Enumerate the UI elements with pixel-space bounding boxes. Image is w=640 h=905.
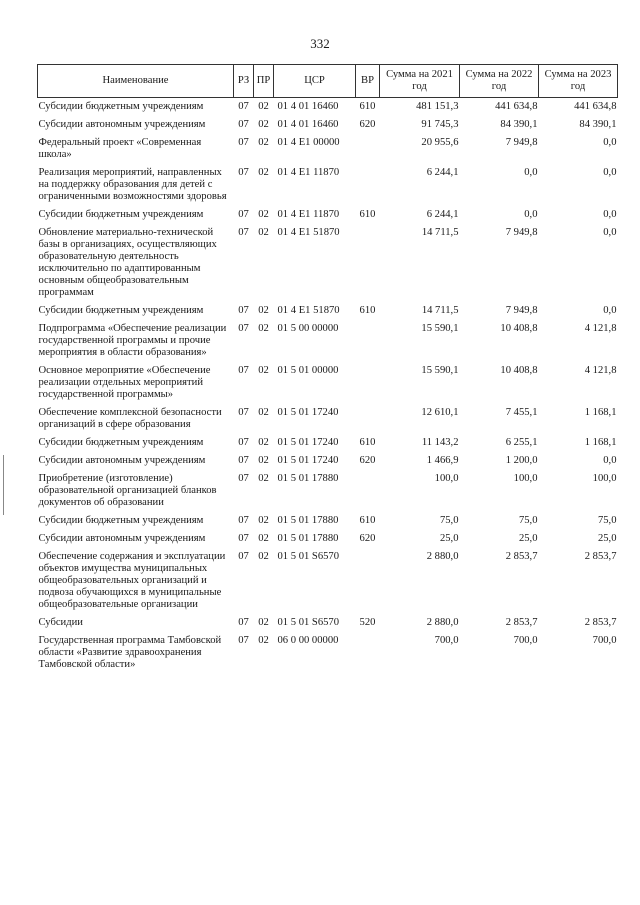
row-vr xyxy=(356,362,380,404)
row-csr: 01 5 01 17880 xyxy=(277,473,339,484)
row-sum-2021: 12 610,1 xyxy=(421,407,459,418)
row-vr: 520 xyxy=(359,617,376,628)
row-csr: 01 4 01 16460 xyxy=(277,119,339,130)
row-rz: 07 xyxy=(238,533,249,544)
row-name: Обеспечение содержания и эксплуатации объектов имущества муниципальных общеобразовательных организаций и подвоза обучающихся в муниципальные общеобразовательные организации xyxy=(38,551,226,610)
row-sum-2022: 441 634,8 xyxy=(495,101,538,112)
row-sum-2022: 25,0 xyxy=(518,533,538,544)
table-row xyxy=(38,164,618,206)
row-rz: 07 xyxy=(238,617,249,628)
row-sum-2021: 6 244,1 xyxy=(426,209,459,220)
row-sum-2023: 100,0 xyxy=(592,473,617,484)
table-row xyxy=(38,224,618,302)
row-name: Субсидии бюджетным учреждениям xyxy=(38,437,204,448)
row-csr: 01 5 01 17880 xyxy=(277,515,339,526)
row-name: Государственная программа Тамбовской области «Развитие здравоохранения Тамбовской области» xyxy=(38,635,222,670)
header-rz: РЗ xyxy=(234,65,254,98)
row-pr: 02 xyxy=(258,119,269,130)
row-csr: 01 5 01 17240 xyxy=(277,407,339,418)
table-row xyxy=(38,614,618,632)
row-name: Подпрограмма «Обеспечение реализации государственной программы и прочие мероприятия в области образования» xyxy=(38,323,227,358)
budget-table xyxy=(37,64,618,674)
row-pr: 02 xyxy=(258,407,269,418)
header-sum-2021: Сумма на 2021 год xyxy=(380,65,460,98)
table-row xyxy=(38,434,618,452)
table-row xyxy=(38,362,618,404)
row-sum-2023: 75,0 xyxy=(597,515,617,526)
row-sum-2023: 25,0 xyxy=(597,533,617,544)
row-vr: 620 xyxy=(359,533,376,544)
table-row xyxy=(38,206,618,224)
row-sum-2021: 15 590,1 xyxy=(421,323,459,334)
row-sum-2023: 0,0 xyxy=(603,305,617,316)
row-name: Субсидии автономным учреждениям xyxy=(38,119,206,130)
row-rz: 07 xyxy=(238,473,249,484)
row-vr xyxy=(356,164,380,206)
row-name: Приобретение (изготовление) образовательной организацией бланков документов об образовании xyxy=(38,473,217,508)
table-row xyxy=(38,530,618,548)
row-sum-2022: 7 949,8 xyxy=(505,305,538,316)
row-sum-2021: 91 745,3 xyxy=(421,119,459,130)
row-sum-2021: 1 466,9 xyxy=(426,455,459,466)
row-pr: 02 xyxy=(258,101,269,112)
row-vr xyxy=(356,470,380,512)
row-csr: 01 4 01 16460 xyxy=(277,101,339,112)
row-sum-2021: 100,0 xyxy=(434,473,459,484)
row-rz: 07 xyxy=(238,437,249,448)
row-csr: 01 4 E1 51870 xyxy=(277,227,340,238)
row-sum-2023: 0,0 xyxy=(603,455,617,466)
row-rz: 07 xyxy=(238,167,249,178)
header-vr: ВР xyxy=(356,65,380,98)
row-sum-2022: 7 455,1 xyxy=(505,407,538,418)
row-name: Федеральный проект «Современная школа» xyxy=(38,137,202,160)
row-csr: 01 4 E1 00000 xyxy=(277,137,340,148)
row-sum-2021: 14 711,5 xyxy=(421,305,459,316)
row-name: Субсидии бюджетным учреждениям xyxy=(38,209,204,220)
row-name: Субсидии бюджетным учреждениям xyxy=(38,515,204,526)
page-number: 332 xyxy=(310,36,330,51)
row-vr: 610 xyxy=(359,437,376,448)
row-sum-2022: 10 408,8 xyxy=(500,323,538,334)
row-sum-2021: 15 590,1 xyxy=(421,365,459,376)
row-sum-2022: 2 853,7 xyxy=(505,551,538,562)
row-name: Основное мероприятие «Обеспечение реализации отдельных мероприятий государственной программы» xyxy=(38,365,211,400)
row-sum-2023: 84 390,1 xyxy=(579,119,617,130)
row-sum-2023: 1 168,1 xyxy=(584,437,617,448)
header-csr: ЦСР xyxy=(274,65,356,98)
row-rz: 07 xyxy=(238,323,249,334)
row-vr: 610 xyxy=(359,209,376,220)
row-name: Обновление материально-технической базы в организациях, осуществляющих образовательную деятельность исключительно по адаптированным основным общеобразовательным программам xyxy=(38,227,217,298)
row-vr: 610 xyxy=(359,101,376,112)
row-vr xyxy=(356,632,380,674)
row-name: Субсидии автономным учреждениям xyxy=(38,455,206,466)
row-csr: 01 5 01 17240 xyxy=(277,437,339,448)
row-rz: 07 xyxy=(238,305,249,316)
row-pr: 02 xyxy=(258,209,269,220)
row-csr: 01 4 E1 11870 xyxy=(277,209,340,220)
row-sum-2021: 481 151,3 xyxy=(416,101,459,112)
row-sum-2022: 700,0 xyxy=(513,635,538,646)
row-rz: 07 xyxy=(238,227,249,238)
row-vr xyxy=(356,548,380,614)
row-sum-2021: 2 880,0 xyxy=(426,617,459,628)
row-vr xyxy=(356,404,380,434)
row-rz: 07 xyxy=(238,551,249,562)
table-header-row xyxy=(38,65,618,98)
row-name: Субсидии бюджетным учреждениям xyxy=(38,305,204,316)
row-rz: 07 xyxy=(238,101,249,112)
row-pr: 02 xyxy=(258,635,269,646)
row-vr xyxy=(356,134,380,164)
row-sum-2023: 0,0 xyxy=(603,209,617,220)
row-rz: 07 xyxy=(238,455,249,466)
row-pr: 02 xyxy=(258,323,269,334)
row-rz: 07 xyxy=(238,635,249,646)
row-pr: 02 xyxy=(258,473,269,484)
row-sum-2022: 100,0 xyxy=(513,473,538,484)
row-csr: 01 5 01 17880 xyxy=(277,533,339,544)
row-pr: 02 xyxy=(258,617,269,628)
row-sum-2021: 20 955,6 xyxy=(421,137,459,148)
row-sum-2022: 75,0 xyxy=(518,515,538,526)
row-csr: 06 0 00 00000 xyxy=(277,635,339,646)
row-pr: 02 xyxy=(258,515,269,526)
row-sum-2022: 7 949,8 xyxy=(505,137,538,148)
table-row xyxy=(38,470,618,512)
row-pr: 02 xyxy=(258,305,269,316)
header-sum-2022: Сумма на 2022 год xyxy=(460,65,539,98)
row-sum-2023: 2 853,7 xyxy=(584,617,617,628)
row-pr: 02 xyxy=(258,167,269,178)
row-csr: 01 5 00 00000 xyxy=(277,323,339,334)
row-pr: 02 xyxy=(258,455,269,466)
row-pr: 02 xyxy=(258,551,269,562)
row-rz: 07 xyxy=(238,365,249,376)
row-sum-2021: 14 711,5 xyxy=(421,227,459,238)
row-pr: 02 xyxy=(258,227,269,238)
table-row xyxy=(38,404,618,434)
row-csr: 01 5 01 00000 xyxy=(277,365,339,376)
row-name: Субсидии автономным учреждениям xyxy=(38,533,206,544)
row-sum-2022: 10 408,8 xyxy=(500,365,538,376)
row-sum-2023: 0,0 xyxy=(603,227,617,238)
row-name: Реализация мероприятий, направленных на поддержку образования для детей с ограниченными возможностями здоровья xyxy=(38,167,227,202)
row-sum-2021: 2 880,0 xyxy=(426,551,459,562)
row-sum-2021: 700,0 xyxy=(434,635,459,646)
row-sum-2022: 2 853,7 xyxy=(505,617,538,628)
header-name: Наименование xyxy=(38,65,234,98)
row-rz: 07 xyxy=(238,407,249,418)
row-csr: 01 5 01 17240 xyxy=(277,455,339,466)
table-row xyxy=(38,512,618,530)
row-sum-2023: 700,0 xyxy=(592,635,617,646)
row-sum-2023: 0,0 xyxy=(603,137,617,148)
row-name: Субсидии xyxy=(38,617,83,628)
row-sum-2023: 441 634,8 xyxy=(574,101,617,112)
table-row xyxy=(38,116,618,134)
row-rz: 07 xyxy=(238,119,249,130)
row-vr: 610 xyxy=(359,305,376,316)
row-rz: 07 xyxy=(238,209,249,220)
row-sum-2021: 6 244,1 xyxy=(426,167,459,178)
row-csr: 01 4 E1 11870 xyxy=(277,167,340,178)
row-sum-2023: 2 853,7 xyxy=(584,551,617,562)
row-sum-2021: 11 143,2 xyxy=(421,437,459,448)
row-pr: 02 xyxy=(258,137,269,148)
row-rz: 07 xyxy=(238,515,249,526)
row-sum-2022: 1 200,0 xyxy=(505,455,538,466)
header-pr: ПР xyxy=(254,65,274,98)
row-sum-2022: 0,0 xyxy=(524,167,538,178)
row-sum-2022: 7 949,8 xyxy=(505,227,538,238)
table-row xyxy=(38,320,618,362)
table-row xyxy=(38,98,618,117)
row-csr: 01 4 E1 51870 xyxy=(277,305,340,316)
row-vr: 620 xyxy=(359,455,376,466)
row-name: Субсидии бюджетным учреждениям xyxy=(38,101,204,112)
row-rz: 07 xyxy=(238,137,249,148)
row-sum-2023: 0,0 xyxy=(603,167,617,178)
table-row xyxy=(38,632,618,674)
table-row xyxy=(38,134,618,164)
row-vr: 610 xyxy=(359,515,376,526)
table-row xyxy=(38,302,618,320)
row-pr: 02 xyxy=(258,365,269,376)
row-pr: 02 xyxy=(258,437,269,448)
row-csr: 01 5 01 S6570 xyxy=(277,551,340,562)
table-row xyxy=(38,548,618,614)
header-sum-2023: Сумма на 2023 год xyxy=(539,65,618,98)
row-name: Обеспечение комплексной безопасности организаций в сфере образования xyxy=(38,407,222,430)
row-vr xyxy=(356,224,380,302)
row-sum-2021: 75,0 xyxy=(439,515,459,526)
row-sum-2021: 25,0 xyxy=(439,533,459,544)
row-sum-2023: 4 121,8 xyxy=(584,323,617,334)
row-csr: 01 5 01 S6570 xyxy=(277,617,340,628)
row-sum-2022: 6 255,1 xyxy=(505,437,538,448)
row-vr: 620 xyxy=(359,119,376,130)
row-sum-2023: 4 121,8 xyxy=(584,365,617,376)
row-sum-2023: 1 168,1 xyxy=(584,407,617,418)
row-sum-2022: 0,0 xyxy=(524,209,538,220)
row-pr: 02 xyxy=(258,533,269,544)
row-sum-2022: 84 390,1 xyxy=(500,119,538,130)
margin-mark xyxy=(3,455,4,515)
table-row xyxy=(38,452,618,470)
row-vr xyxy=(356,320,380,362)
